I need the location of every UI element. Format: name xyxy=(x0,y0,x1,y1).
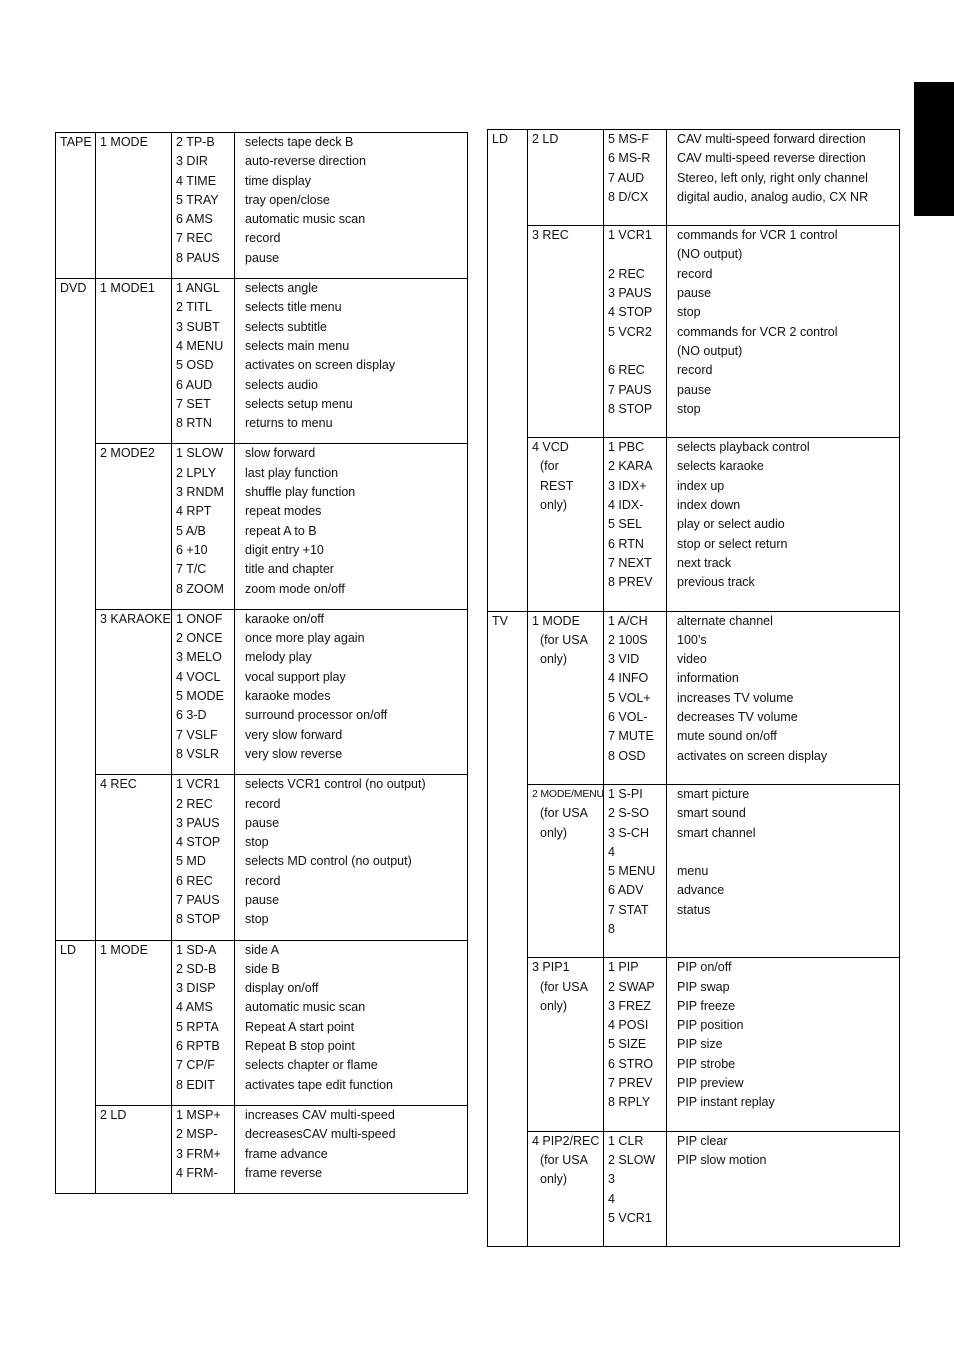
key-function: PIP strobe xyxy=(677,1056,736,1071)
key-code: 1 CLR xyxy=(608,1133,644,1148)
key-function: smart sound xyxy=(677,806,746,821)
key-function: activates on screen display xyxy=(245,358,396,373)
key-function: selects subtitle xyxy=(245,319,327,334)
mode-cell xyxy=(528,784,604,957)
key-code: 1 VCR1 xyxy=(176,777,220,792)
key-function: display on/off xyxy=(245,981,319,996)
key-function: selects MD control (no output) xyxy=(245,854,412,869)
key-function: selects playback control xyxy=(677,440,810,455)
mode-row xyxy=(56,1105,468,1193)
mode-label: only) xyxy=(540,652,568,667)
key-function: activates tape edit function xyxy=(245,1077,394,1092)
key-code: 8 xyxy=(608,921,615,936)
key-code: 5 VCR1 xyxy=(608,1210,652,1225)
key-cell xyxy=(604,784,667,957)
key-function: tray open/close xyxy=(245,192,330,207)
key-function: selects tape deck B xyxy=(245,135,354,149)
key-function: mute sound on/off xyxy=(677,729,777,744)
key-cell xyxy=(172,609,235,774)
mode-row xyxy=(488,1131,900,1246)
key-code: 8 STOP xyxy=(608,401,653,416)
function-cell xyxy=(667,611,900,784)
key-function: PIP swap xyxy=(677,979,730,994)
key-code: 8 PREV xyxy=(608,575,653,590)
key-code: 5 SIZE xyxy=(608,1037,647,1052)
key-function: digit entry +10 xyxy=(245,542,324,557)
key-code: 3 IDX+ xyxy=(608,478,647,493)
key-code: 3 FRM+ xyxy=(176,1146,221,1161)
key-code: 2 TITL xyxy=(176,300,212,315)
mode-label: (for USA xyxy=(540,979,588,994)
mode-row xyxy=(488,784,900,957)
mode-row xyxy=(56,609,468,774)
key-function: once more play again xyxy=(245,631,365,646)
key-code: 2 SD-B xyxy=(176,961,217,976)
key-function: last play function xyxy=(245,465,339,480)
key-code: 7 REC xyxy=(176,231,213,246)
device-label: LD xyxy=(492,132,508,146)
key-code: 6 REC xyxy=(176,873,213,888)
device-cell xyxy=(56,279,96,941)
key-code: 6 ADV xyxy=(608,883,644,898)
key-function: side B xyxy=(245,961,280,976)
key-function: side A xyxy=(245,942,280,957)
key-cell xyxy=(172,775,235,940)
mode-row xyxy=(56,775,468,940)
key-code: 8 EDIT xyxy=(176,1077,215,1092)
key-code: 7 VSLF xyxy=(176,727,218,742)
key-function: Repeat A start point xyxy=(245,1019,355,1034)
key-code: 5 MODE xyxy=(176,689,224,704)
device-cell xyxy=(56,940,96,1194)
mode-cell xyxy=(96,279,172,444)
key-code: 2 REC xyxy=(176,796,213,811)
key-function: very slow forward xyxy=(245,727,343,742)
key-function: commands for VCR 2 control xyxy=(677,324,838,339)
key-function: automatic music scan xyxy=(245,212,366,227)
key-function: smart channel xyxy=(677,825,756,840)
mode-label: 1 MODE xyxy=(100,135,148,149)
key-function: title and chapter xyxy=(245,562,334,577)
mode-label: 3 REC xyxy=(532,228,569,243)
key-function: smart picture xyxy=(677,786,750,801)
key-code: 7 SET xyxy=(176,396,211,411)
key-code xyxy=(608,342,666,361)
key-code: 7 CP/F xyxy=(176,1058,215,1073)
key-function: slow forward xyxy=(245,446,316,461)
key-function: information xyxy=(677,671,739,686)
key-code: 3 PAUS xyxy=(176,815,220,830)
key-code: 6 VOL- xyxy=(608,710,648,725)
key-code: 7 T/C xyxy=(176,562,207,577)
mode-cell xyxy=(528,130,604,226)
key-function: previous track xyxy=(677,575,755,590)
mode-label: (for USA xyxy=(540,806,588,821)
key-cell xyxy=(172,133,235,279)
key-function: pause xyxy=(677,286,712,301)
device-cell xyxy=(488,130,528,612)
key-function: next track xyxy=(677,555,732,570)
key-code: 1 VCR1 xyxy=(608,228,652,243)
key-function: frame reverse xyxy=(245,1165,323,1180)
mode-label: 4 VCD xyxy=(532,440,569,455)
key-function: stop xyxy=(245,835,269,850)
key-code: 1 PBC xyxy=(608,440,645,455)
key-function: Stereo, left only, right only channel xyxy=(677,170,868,185)
key-code: 5 SEL xyxy=(608,517,643,532)
key-function: selects VCR1 control (no output) xyxy=(245,777,426,792)
key-code: 2 TP-B xyxy=(176,135,215,149)
mode-cell xyxy=(96,775,172,940)
mode-cell xyxy=(528,226,604,438)
function-cell xyxy=(235,444,468,609)
mode-cell xyxy=(96,940,172,1105)
key-function: PIP position xyxy=(677,1018,744,1033)
key-function: selects chapter or flame xyxy=(245,1058,378,1073)
key-function: video xyxy=(677,652,707,667)
mode-label: 2 MODE/MENU xyxy=(532,787,604,800)
key-function: auto-reverse direction xyxy=(245,154,366,169)
device-label: DVD xyxy=(60,281,87,296)
key-code: 7 STAT xyxy=(608,902,649,917)
key-code: 1 A/CH xyxy=(608,613,648,628)
key-function: (NO output) xyxy=(677,247,743,262)
key-function: stop or select return xyxy=(677,536,788,551)
key-code: 8 D/CX xyxy=(608,189,649,204)
key-cell xyxy=(604,226,667,438)
key-function xyxy=(677,920,899,939)
key-function: stop xyxy=(677,305,701,320)
key-function: PIP freeze xyxy=(677,998,736,1013)
key-function: PIP on/off xyxy=(677,960,732,975)
key-function: (NO output) xyxy=(677,343,743,358)
key-code: 4 xyxy=(608,844,615,859)
key-function: stop xyxy=(245,912,269,927)
key-function: commands for VCR 1 control xyxy=(677,228,838,243)
key-function: karaoke on/off xyxy=(245,611,324,626)
key-code: 4 POSI xyxy=(608,1018,649,1033)
key-function: PIP size xyxy=(677,1037,723,1052)
key-code: 2 MSP- xyxy=(176,1127,218,1142)
key-code: 7 PREV xyxy=(608,1076,653,1091)
key-cell xyxy=(172,279,235,444)
key-code: 1 SD-A xyxy=(176,942,217,957)
key-code xyxy=(608,245,666,264)
key-code: 5 OSD xyxy=(176,358,214,373)
key-function: index up xyxy=(677,478,725,493)
key-code: 5 A/B xyxy=(176,523,206,538)
key-function: decreasesCAV multi-speed xyxy=(245,1127,396,1142)
key-function: selects title menu xyxy=(245,300,342,315)
key-function: karaoke modes xyxy=(245,689,331,704)
mode-label: (for USA xyxy=(540,632,588,647)
function-cell xyxy=(667,130,900,226)
key-function: time display xyxy=(245,173,311,188)
key-function: Repeat B stop point xyxy=(245,1039,355,1054)
mode-row xyxy=(56,940,468,1105)
function-cell xyxy=(667,784,900,957)
key-function: pause xyxy=(245,892,280,907)
key-code: 1 MSP+ xyxy=(176,1107,221,1122)
key-function: stop xyxy=(677,401,701,416)
left-remote-code-table xyxy=(55,132,468,1194)
key-code: 7 PAUS xyxy=(176,892,220,907)
function-cell xyxy=(235,609,468,774)
function-cell xyxy=(667,958,900,1131)
key-function: PIP preview xyxy=(677,1076,744,1091)
key-function: pause xyxy=(677,382,712,397)
key-code: 4 xyxy=(608,1191,615,1206)
key-function: selects karaoke xyxy=(677,459,764,474)
mode-label: only) xyxy=(540,1172,568,1187)
mode-cell xyxy=(96,609,172,774)
mode-label: only) xyxy=(540,998,568,1013)
key-code: 8 STOP xyxy=(176,912,221,927)
device-label: LD xyxy=(60,942,76,957)
mode-row xyxy=(488,130,900,226)
key-cell xyxy=(604,611,667,784)
mode-cell xyxy=(96,133,172,279)
key-function: index down xyxy=(677,498,741,513)
key-function: digital audio, analog audio, CX NR xyxy=(677,189,869,204)
mode-cell xyxy=(528,438,604,611)
key-code: 3 DIR xyxy=(176,154,208,169)
mode-label: 1 MODE xyxy=(532,613,580,628)
key-function: 100’s xyxy=(677,632,707,647)
mode-label: 4 PIP2/REC xyxy=(532,1133,600,1148)
key-code: 4 IDX- xyxy=(608,498,644,513)
key-code: 4 STOP xyxy=(608,305,653,320)
key-code: 1 ONOF xyxy=(176,611,223,626)
function-cell xyxy=(235,775,468,940)
key-function: status xyxy=(677,902,711,917)
mode-cell xyxy=(528,958,604,1131)
key-function xyxy=(677,1190,899,1209)
function-cell xyxy=(667,226,900,438)
key-code: 4 VOCL xyxy=(176,669,221,684)
key-function: zoom mode on/off xyxy=(245,581,345,596)
mode-label: REST xyxy=(540,478,574,493)
mode-cell xyxy=(528,1131,604,1246)
function-cell xyxy=(235,940,468,1105)
key-function: play or select audio xyxy=(677,517,785,532)
key-function: repeat modes xyxy=(245,504,322,519)
mode-row xyxy=(56,279,468,444)
key-function: record xyxy=(245,796,281,811)
key-code: 1 ANGL xyxy=(176,281,220,296)
key-code: 3 S-CH xyxy=(608,825,649,840)
mode-label: (for USA xyxy=(540,1152,588,1167)
function-cell xyxy=(667,1131,900,1246)
mode-label: 2 LD xyxy=(532,132,559,146)
key-function: PIP slow motion xyxy=(677,1152,767,1167)
key-code: 5 VCR2 xyxy=(608,324,652,339)
key-function: record xyxy=(245,231,281,246)
mode-row xyxy=(488,611,900,784)
key-code: 3 DISP xyxy=(176,981,216,996)
device-label: TAPE xyxy=(60,135,92,149)
key-code: 1 PIP xyxy=(608,960,639,975)
key-function: record xyxy=(677,266,713,281)
key-code: 7 NEXT xyxy=(608,555,652,570)
function-cell xyxy=(235,133,468,279)
mode-row xyxy=(56,444,468,609)
key-function xyxy=(677,1170,899,1189)
key-cell xyxy=(172,444,235,609)
key-function: selects main menu xyxy=(245,338,350,353)
key-function xyxy=(677,843,899,862)
right-remote-code-table xyxy=(487,129,900,1247)
key-function: increases CAV multi-speed xyxy=(245,1107,395,1122)
key-cell xyxy=(604,438,667,611)
key-code: 6 RTN xyxy=(608,536,644,551)
key-code: 5 TRAY xyxy=(176,192,219,207)
device-cell xyxy=(488,611,528,1247)
key-function: selects angle xyxy=(245,281,318,296)
key-code: 8 VSLR xyxy=(176,746,220,761)
key-code: 4 INFO xyxy=(608,671,649,686)
mode-label: 1 MODE xyxy=(100,942,148,957)
key-code: 6 REC xyxy=(608,363,645,378)
key-code: 8 ZOOM xyxy=(176,581,224,596)
key-function: CAV multi-speed reverse direction xyxy=(677,151,866,166)
key-code: 4 TIME xyxy=(176,173,217,188)
key-code: 6 STRO xyxy=(608,1056,654,1071)
key-function: very slow reverse xyxy=(245,746,343,761)
key-function: activates on screen display xyxy=(677,748,828,763)
key-code: 8 RPLY xyxy=(608,1095,651,1110)
mode-row xyxy=(56,133,468,279)
key-code: 3 xyxy=(608,1172,615,1187)
mode-label: 2 LD xyxy=(100,1107,127,1122)
key-function: CAV multi-speed forward direction xyxy=(677,132,866,146)
key-function: selects setup menu xyxy=(245,396,353,411)
key-function: automatic music scan xyxy=(245,1000,366,1015)
mode-cell xyxy=(96,444,172,609)
key-function: PIP clear xyxy=(677,1133,728,1148)
key-code: 6 AUD xyxy=(176,377,213,392)
key-code: 8 RTN xyxy=(176,416,212,431)
key-cell xyxy=(604,130,667,226)
key-function: vocal support play xyxy=(245,669,346,684)
key-code: 6 RPTB xyxy=(176,1039,220,1054)
key-code: 3 MELO xyxy=(176,650,222,665)
section-tab-marker xyxy=(914,82,954,216)
key-code: 2 100S xyxy=(608,632,648,647)
key-code: 5 MD xyxy=(176,854,206,869)
key-function: returns to menu xyxy=(245,416,333,431)
key-code: 6 +10 xyxy=(176,542,208,557)
key-code: 4 MENU xyxy=(176,338,224,353)
key-code: 4 STOP xyxy=(176,835,221,850)
key-code: 5 MENU xyxy=(608,864,656,879)
key-code: 7 MUTE xyxy=(608,729,654,744)
key-code: 6 3-D xyxy=(176,708,207,723)
device-label: TV xyxy=(492,613,508,628)
mode-label: (for xyxy=(540,459,559,474)
mode-row xyxy=(488,958,900,1131)
key-function: selects audio xyxy=(245,377,318,392)
function-cell xyxy=(235,1105,468,1193)
key-code: 6 AMS xyxy=(176,212,213,227)
key-function: menu xyxy=(677,864,709,879)
key-function: record xyxy=(245,873,281,888)
key-function: melody play xyxy=(245,650,312,665)
mode-label: 4 REC xyxy=(100,777,137,792)
key-function: record xyxy=(677,363,713,378)
key-cell xyxy=(604,958,667,1131)
key-code: 3 RNDM xyxy=(176,485,224,500)
key-function: pause xyxy=(245,250,280,265)
key-code: 2 REC xyxy=(608,266,645,281)
key-function xyxy=(677,1209,899,1228)
key-function: frame advance xyxy=(245,1146,328,1161)
mode-label: only) xyxy=(540,498,568,513)
key-code: 5 MS-F xyxy=(608,132,649,146)
mode-cell xyxy=(96,1105,172,1193)
key-function: advance xyxy=(677,883,725,898)
key-code: 1 S-PI xyxy=(608,786,643,801)
key-function: decreases TV volume xyxy=(677,710,798,725)
key-function: shuffle play function xyxy=(245,485,356,500)
key-code: 3 VID xyxy=(608,652,640,667)
key-code: 2 SLOW xyxy=(608,1152,656,1167)
key-function: repeat A to B xyxy=(245,523,317,538)
mode-label: only) xyxy=(540,825,568,840)
key-code: 8 OSD xyxy=(608,748,646,763)
mode-label: 3 KARAOKE xyxy=(100,611,171,626)
key-code: 2 SWAP xyxy=(608,979,655,994)
key-cell xyxy=(172,940,235,1105)
key-code: 3 PAUS xyxy=(608,286,652,301)
function-cell xyxy=(235,279,468,444)
key-code: 6 MS-R xyxy=(608,151,651,166)
key-cell xyxy=(604,1131,667,1246)
key-code: 5 RPTA xyxy=(176,1019,219,1034)
key-function: surround processor on/off xyxy=(245,708,388,723)
key-code: 7 AUD xyxy=(608,170,645,185)
key-code: 4 FRM- xyxy=(176,1165,218,1180)
mode-label: 3 PIP1 xyxy=(532,960,570,975)
key-function: pause xyxy=(245,815,280,830)
mode-row xyxy=(488,226,900,438)
function-cell xyxy=(667,438,900,611)
key-function: alternate channel xyxy=(677,613,773,628)
key-code: 2 KARA xyxy=(608,459,653,474)
key-code: 3 SUBT xyxy=(176,319,220,334)
mode-label: 1 MODE1 xyxy=(100,281,155,296)
key-code: 8 PAUS xyxy=(176,250,220,265)
key-code: 2 S-SO xyxy=(608,806,649,821)
key-code: 1 SLOW xyxy=(176,446,224,461)
key-function: PIP instant replay xyxy=(677,1095,775,1110)
key-code: 2 ONCE xyxy=(176,631,223,646)
mode-row xyxy=(488,438,900,611)
key-code: 3 FREZ xyxy=(608,998,652,1013)
mode-label: 2 MODE2 xyxy=(100,446,155,461)
key-code: 7 PAUS xyxy=(608,382,652,397)
key-cell xyxy=(172,1105,235,1193)
key-function: increases TV volume xyxy=(677,690,794,705)
device-cell xyxy=(56,133,96,279)
key-code: 5 VOL+ xyxy=(608,690,651,705)
key-code: 4 RPT xyxy=(176,504,212,519)
key-code: 4 AMS xyxy=(176,1000,213,1015)
mode-cell xyxy=(528,611,604,784)
key-code: 2 LPLY xyxy=(176,465,217,480)
